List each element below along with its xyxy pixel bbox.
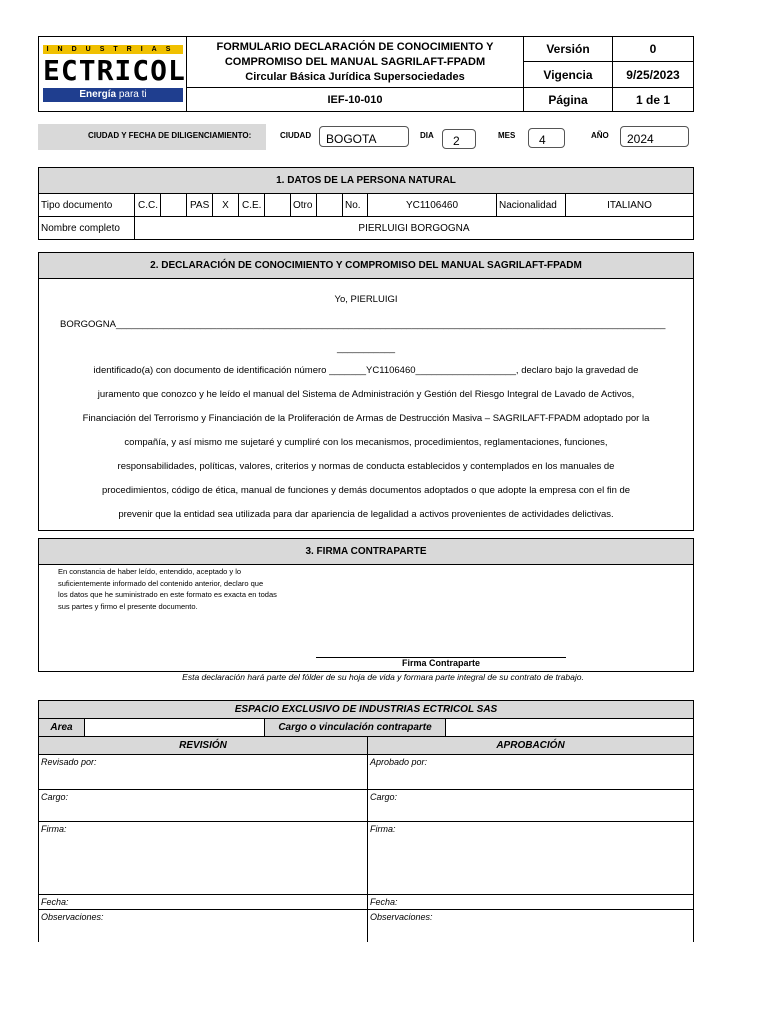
declaration-line3: Financiación del Terrorismo y Financiación de la Proliferación de Armas de Destrucción Masiva – SAGRILAFT-FPADM adoptado por la bbox=[82, 413, 650, 424]
aprobacion-cargo-field[interactable]: Cargo: bbox=[367, 789, 694, 822]
otro-checkbox[interactable] bbox=[316, 193, 343, 217]
declaration-surname: BORGOGNA________________________________________________________________________________________________________ bbox=[60, 319, 666, 330]
pas-checkbox[interactable]: X bbox=[212, 193, 239, 217]
aprobacion-fecha-field[interactable]: Fecha: bbox=[367, 894, 694, 910]
nacionalidad-value[interactable]: ITALIANO bbox=[565, 193, 694, 217]
year-field[interactable]: 2024 bbox=[620, 126, 689, 147]
area-field[interactable] bbox=[84, 718, 265, 737]
signature-label: Firma Contraparte bbox=[401, 658, 481, 668]
logo-slogan-bar bbox=[43, 88, 183, 102]
signature-text-line1: En constancia de haber leído, entendido, aceptado y lo bbox=[58, 567, 242, 576]
version-value: 0 bbox=[612, 36, 694, 62]
vigencia-value: 9/25/2023 bbox=[612, 61, 694, 88]
section3-title: 3. FIRMA CONTRAPARTE bbox=[38, 538, 694, 565]
declaration-line5: responsabilidades, políticas, valores, criterios y normas de conducta establecidos y contemplados en los manuales de bbox=[117, 461, 615, 472]
logo-box bbox=[38, 36, 187, 112]
nombre-label: Nombre completo bbox=[38, 216, 135, 240]
area-label: Area bbox=[38, 718, 85, 737]
tipo-documento-label: Tipo documento bbox=[38, 193, 135, 217]
logo-top-text: INDUSTRIAS bbox=[43, 45, 183, 54]
aprobacion-firma-field[interactable]: Firma: bbox=[367, 821, 694, 895]
contract-note: Esta declaración hará parte del fólder de su hoja de vida y formara parte integral de su contrato de trabajo. bbox=[182, 672, 584, 682]
logo-slogan-normal: para ti bbox=[118, 89, 147, 100]
ce-checkbox[interactable] bbox=[264, 193, 291, 217]
aprobacion-title: APROBACIÓN bbox=[367, 736, 694, 755]
internal-title: ESPACIO EXCLUSIVO DE INDUSTRIAS ECTRICOL SAS bbox=[38, 700, 694, 719]
cargo-vinculacion-field[interactable] bbox=[445, 718, 694, 737]
section1-title: 1. DATOS DE LA PERSONA NATURAL bbox=[38, 167, 694, 194]
section2-title: 2. DECLARACIÓN DE CONOCIMIENTO Y COMPROMISO DEL MANUAL SAGRILAFT-FPADM bbox=[38, 252, 694, 279]
aprobacion-observaciones-field[interactable]: Observaciones: bbox=[367, 909, 694, 942]
city-label: CIUDAD bbox=[280, 131, 312, 140]
nombre-value[interactable]: PIERLUIGI BORGOGNA bbox=[134, 216, 694, 240]
pagina-label: Página bbox=[523, 87, 613, 112]
declaration-line7: prevenir que la entidad sea utilizada para dar apariencia de legalidad a activos provenientes de actividades delictivas. bbox=[118, 509, 614, 520]
signature-text bbox=[58, 566, 328, 612]
declaration-line6: procedimientos, código de ética, manual de funciones y demás documentos adoptados o que adopte la empresa con el fin de bbox=[101, 485, 631, 496]
declaration-line1: identificado(a) con documento de identificación número _______YC1106460___________________, declaro bajo la gravedad de bbox=[93, 365, 639, 376]
day-field[interactable]: 2 bbox=[442, 129, 476, 149]
logo-main-text: ECTRICOL bbox=[43, 54, 186, 87]
place-date-label: CIUDAD Y FECHA DE DILIGENCIAMIENTO: bbox=[88, 131, 252, 140]
form-title-line2: COMPROMISO DEL MANUAL SAGRILAFT-FPADM bbox=[224, 55, 486, 68]
month-field[interactable]: 4 bbox=[528, 128, 565, 148]
no-label: No. bbox=[342, 193, 368, 217]
cargo-vinculacion-label: Cargo o vinculación contraparte bbox=[264, 718, 446, 737]
declaration-yo: Yo, PIERLUIGI bbox=[334, 294, 398, 305]
form-title-line1: FORMULARIO DECLARACIÓN DE CONOCIMIENTO Y bbox=[216, 40, 494, 53]
revision-firma-field[interactable]: Firma: bbox=[38, 821, 368, 895]
revisado-por-field[interactable]: Revisado por: bbox=[38, 754, 368, 790]
day-label: DIA bbox=[420, 131, 434, 140]
version-label: Versión bbox=[523, 36, 613, 62]
year-label: AÑO bbox=[591, 131, 609, 140]
form-title-line3: Circular Básica Jurídica Supersociedades bbox=[245, 70, 465, 83]
form-code: IEF-10-010 bbox=[186, 87, 524, 112]
signature-text-line3: los datos que he suministrado en este formato es exacta en todas bbox=[58, 590, 277, 599]
document-number[interactable]: YC1106460 bbox=[367, 193, 497, 217]
signature-text-line4: sus partes y firmo el presente documento. bbox=[58, 601, 198, 611]
logo-slogan-bold: Energía bbox=[79, 89, 117, 100]
pagina-value: 1 de 1 bbox=[612, 87, 694, 112]
revision-observaciones-field[interactable]: Observaciones: bbox=[38, 909, 368, 942]
city-field[interactable]: BOGOTA bbox=[319, 126, 409, 147]
aprobado-por-field[interactable]: Aprobado por: bbox=[367, 754, 694, 790]
month-label: MES bbox=[498, 131, 516, 140]
form-title bbox=[186, 36, 524, 88]
declaration-line2: juramento que conozco y he leído el manual del Sistema de Administración y Gestión del Riesgo Integral de Lavado de Activos, bbox=[97, 389, 635, 400]
revision-cargo-field[interactable]: Cargo: bbox=[38, 789, 368, 822]
declaration-line4: compañía, y así mismo me sujetaré y cumpliré con los mecanismos, procedimientos, reglamentaciones, funciones, bbox=[124, 437, 608, 448]
ce-label: C.E. bbox=[238, 193, 265, 217]
vigencia-label: Vigencia bbox=[523, 61, 613, 88]
pas-label: PAS bbox=[186, 193, 213, 217]
otro-label: Otro bbox=[290, 193, 317, 217]
cc-checkbox[interactable] bbox=[160, 193, 187, 217]
signature-text-line2: suficientemente informado del contenido anterior, declaro que bbox=[58, 578, 264, 588]
revision-title: REVISIÓN bbox=[38, 736, 368, 755]
nacionalidad-label: Nacionalidad bbox=[496, 193, 566, 217]
revision-fecha-field[interactable]: Fecha: bbox=[38, 894, 368, 910]
declaration-blank: ___________ bbox=[336, 343, 396, 354]
cc-label: C.C. bbox=[134, 193, 161, 217]
